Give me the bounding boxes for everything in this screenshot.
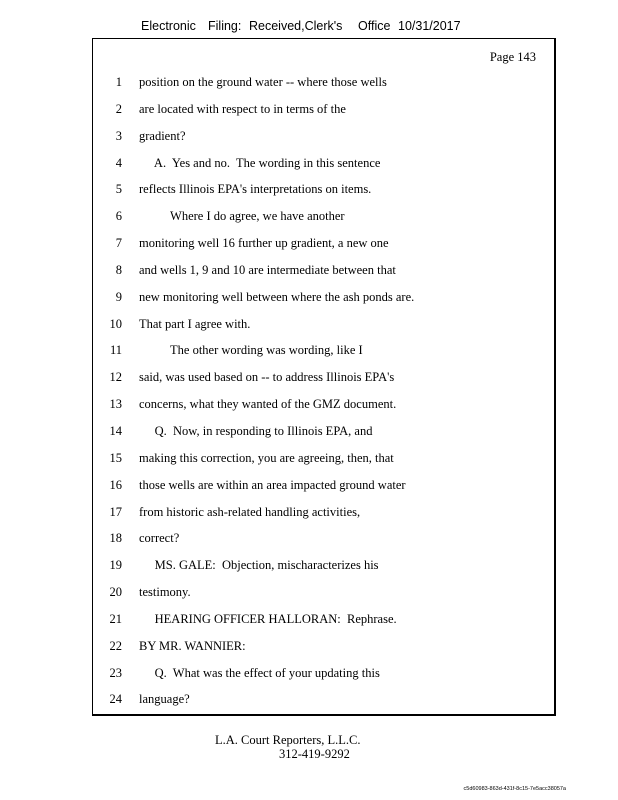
line-text: those wells are within an area impacted ground water	[139, 477, 406, 492]
transcript-line	[92, 284, 554, 311]
line-number: 21	[109, 611, 122, 626]
transcript-line	[92, 552, 554, 579]
transcript-line	[92, 176, 554, 203]
transcript-line	[92, 660, 554, 687]
line-number: 1	[115, 75, 122, 89]
filing-stamp-received: Received,Clerk's	[249, 19, 343, 33]
transcript-line	[92, 391, 554, 418]
transcript-line	[92, 525, 554, 552]
transcript-line	[92, 606, 554, 633]
transcript-line	[92, 633, 554, 660]
line-number: 7	[115, 236, 122, 251]
line-number: 5	[115, 182, 122, 197]
line-text: Where I do agree, we have another	[139, 209, 345, 224]
line-number: 4	[115, 155, 122, 170]
transcript-line	[92, 418, 554, 445]
filing-stamp	[0, 19, 618, 37]
line-number: 19	[109, 558, 122, 573]
filing-stamp-office: Office	[358, 19, 391, 33]
line-text: Q. What was the effect of your updating this	[139, 665, 380, 680]
line-text: monitoring well 16 further up gradient, a new one	[139, 236, 389, 251]
line-text: That part I agree with.	[139, 316, 251, 331]
line-number: 24	[109, 692, 122, 707]
line-number: 11	[109, 343, 122, 358]
line-number: 20	[109, 585, 122, 600]
line-text: A. Yes and no. The wording in this sentence	[139, 155, 381, 170]
line-text: new monitoring well between where the ash ponds are.	[139, 289, 415, 304]
filing-stamp-date: 10/31/2017	[398, 19, 461, 33]
line-text: and wells 1, 9 and 10 are intermediate between that	[139, 262, 396, 277]
transcript-line	[92, 337, 554, 364]
transcript-line	[92, 499, 554, 526]
line-number: 14	[109, 423, 122, 438]
line-text: gradient?	[139, 128, 186, 143]
line-text: language?	[139, 692, 190, 707]
line-number: 3	[115, 128, 122, 143]
transcript-line	[92, 579, 554, 606]
line-number: 6	[115, 209, 122, 224]
line-text: correct?	[139, 531, 180, 546]
line-number: 23	[109, 665, 122, 680]
transcript-line	[92, 257, 554, 284]
line-text: reflects Illinois EPA's interpretations on items.	[139, 182, 372, 197]
reporter-phone: 312-419-9292	[279, 747, 350, 761]
line-text: concerns, what they wanted of the GMZ document.	[139, 397, 397, 412]
line-number: 8	[115, 262, 122, 277]
transcript-line	[92, 472, 554, 499]
transcript-line	[92, 123, 554, 150]
filing-stamp-filing: Filing:	[208, 19, 242, 33]
line-text: MS. GALE: Objection, mischaracterizes his	[139, 558, 379, 573]
transcript-line	[92, 686, 554, 713]
reporter-company: L.A. Court Reporters, L.L.C.	[215, 733, 361, 747]
page-number: Page 143	[489, 50, 536, 64]
line-number: 13	[109, 397, 122, 412]
line-number: 18	[109, 531, 122, 546]
line-text: from historic ash-related handling activities,	[139, 504, 361, 519]
transcript-line	[92, 96, 554, 123]
line-number: 12	[109, 370, 122, 385]
line-text: testimony.	[139, 585, 191, 600]
line-number: 9	[115, 289, 122, 304]
line-number: 10	[109, 316, 122, 331]
line-text: said, was used based on -- to address Illinois EPA's	[139, 370, 395, 385]
transcript-line	[92, 445, 554, 472]
line-text: The other wording was wording, like I	[139, 343, 363, 358]
transcript-line	[92, 364, 554, 391]
line-text: making this correction, you are agreeing, then, that	[139, 450, 394, 465]
line-text: HEARING OFFICER HALLORAN: Rephrase.	[139, 611, 397, 626]
line-text: Q. Now, in responding to Illinois EPA, and	[139, 423, 373, 438]
line-text: are located with respect to in terms of the	[139, 101, 346, 116]
line-number: 15	[109, 450, 122, 465]
line-number: 22	[109, 638, 122, 653]
line-number: 2	[115, 101, 122, 116]
transcript-line	[92, 230, 554, 257]
line-number: 17	[109, 504, 122, 519]
transcript-lines	[92, 69, 554, 713]
document-hash: c5d60983-863d-431f-8c15-7e5acc38057a	[463, 786, 566, 792]
line-text: position on the ground water -- where those wells	[139, 75, 387, 89]
transcript-line	[92, 311, 554, 338]
transcript-line	[92, 203, 554, 230]
filing-stamp-electronic: Electronic	[141, 19, 196, 33]
line-text: BY MR. WANNIER:	[139, 638, 246, 653]
transcript-line	[92, 69, 554, 96]
line-number: 16	[109, 477, 122, 492]
transcript-line	[92, 150, 554, 177]
